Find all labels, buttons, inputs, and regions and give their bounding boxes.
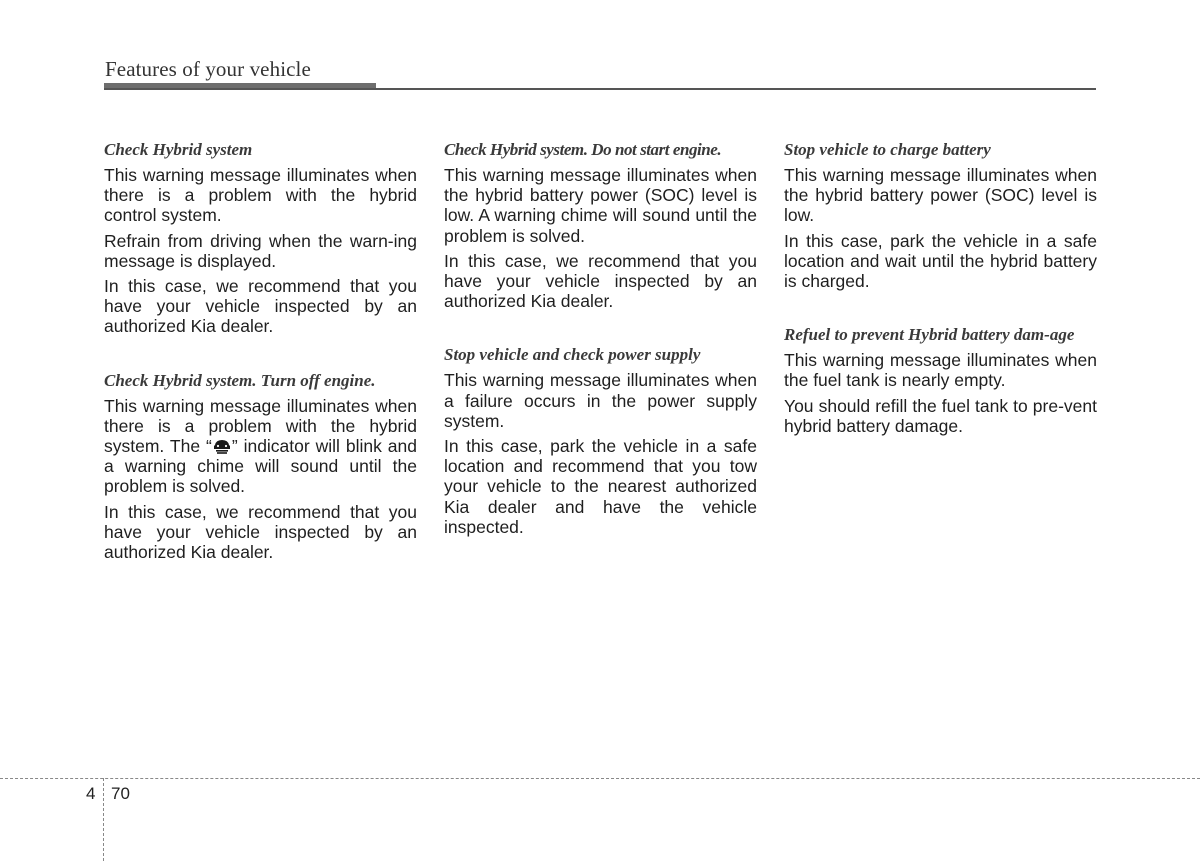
- section-check-hybrid-system: [104, 138, 417, 337]
- paragraph-text-after-icon: ” indicator will blink and a warning chime will sound until the problem is solved.: [104, 436, 417, 497]
- paragraph: In this case, park the vehicle in a safe location and recommend that you tow your vehicle to the nearest authorized Kia dealer and have the vehicle inspected.: [444, 436, 757, 537]
- header-rule: [104, 88, 1096, 90]
- paragraph: Refrain from driving when the warn-ing message is displayed.: [104, 230, 417, 271]
- paragraph: This warning message illuminates when there is a problem with the hybrid control system.: [104, 165, 417, 226]
- section-stop-vehicle-check-power: [444, 343, 757, 537]
- page-number: 70: [111, 784, 130, 803]
- section-refuel-prevent-damage: [784, 323, 1097, 436]
- hybrid-system-warning-icon: [212, 438, 232, 454]
- paragraph: In this case, park the vehicle in a safe location and wait until the hybrid battery is charged.: [784, 230, 1097, 292]
- paragraph-with-icon: [104, 396, 417, 497]
- section-heading: Stop vehicle and check power supply: [444, 345, 701, 365]
- paragraph: You should refill the fuel tank to pre-vent hybrid battery damage.: [784, 395, 1097, 436]
- column-3: [784, 138, 1097, 468]
- paragraph: This warning message illuminates when a failure occurs in the power supply system.: [444, 370, 757, 431]
- column-2: [444, 138, 757, 569]
- footer-dashed-rule: [0, 778, 1200, 779]
- paragraph: This warning message illuminates when the hybrid battery power (SOC) level is low.: [784, 165, 1097, 226]
- section-check-hybrid-do-not-start: [444, 138, 757, 311]
- column-1: [104, 138, 417, 594]
- section-heading: Check Hybrid system: [104, 140, 253, 159]
- paragraph: This warning message illuminates when the hybrid battery power (SOC) level is low. A warning chime will sound until the problem is solved.: [444, 165, 757, 246]
- section-heading: Stop vehicle to charge battery: [784, 140, 991, 159]
- section-check-hybrid-turn-off-engine: [104, 369, 417, 563]
- section-title: Features of your vehicle: [105, 57, 311, 81]
- paragraph: In this case, we recommend that you have your vehicle inspected by an authorized Kia dealer.: [104, 501, 417, 563]
- section-heading: Check Hybrid system. Do not start engine.: [444, 140, 722, 159]
- section-heading: Check Hybrid system. Turn off engine.: [104, 370, 376, 390]
- paragraph-text-before-icon: This warning message illuminates when there is a problem with the hybrid system. The “: [104, 395, 417, 457]
- section-stop-vehicle-charge-battery: [784, 138, 1097, 291]
- footer-dashed-divider: [103, 778, 104, 861]
- paragraph: In this case, we recommend that you have your vehicle inspected by an authorized Kia dealer.: [104, 276, 417, 337]
- paragraph: In this case, we recommend that you have your vehicle inspected by an authorized Kia dealer.: [444, 250, 757, 312]
- section-heading: Refuel to prevent Hybrid battery dam-age: [784, 325, 1075, 345]
- chapter-number: 4: [86, 784, 96, 803]
- paragraph: This warning message illuminates when the fuel tank is nearly empty.: [784, 350, 1097, 391]
